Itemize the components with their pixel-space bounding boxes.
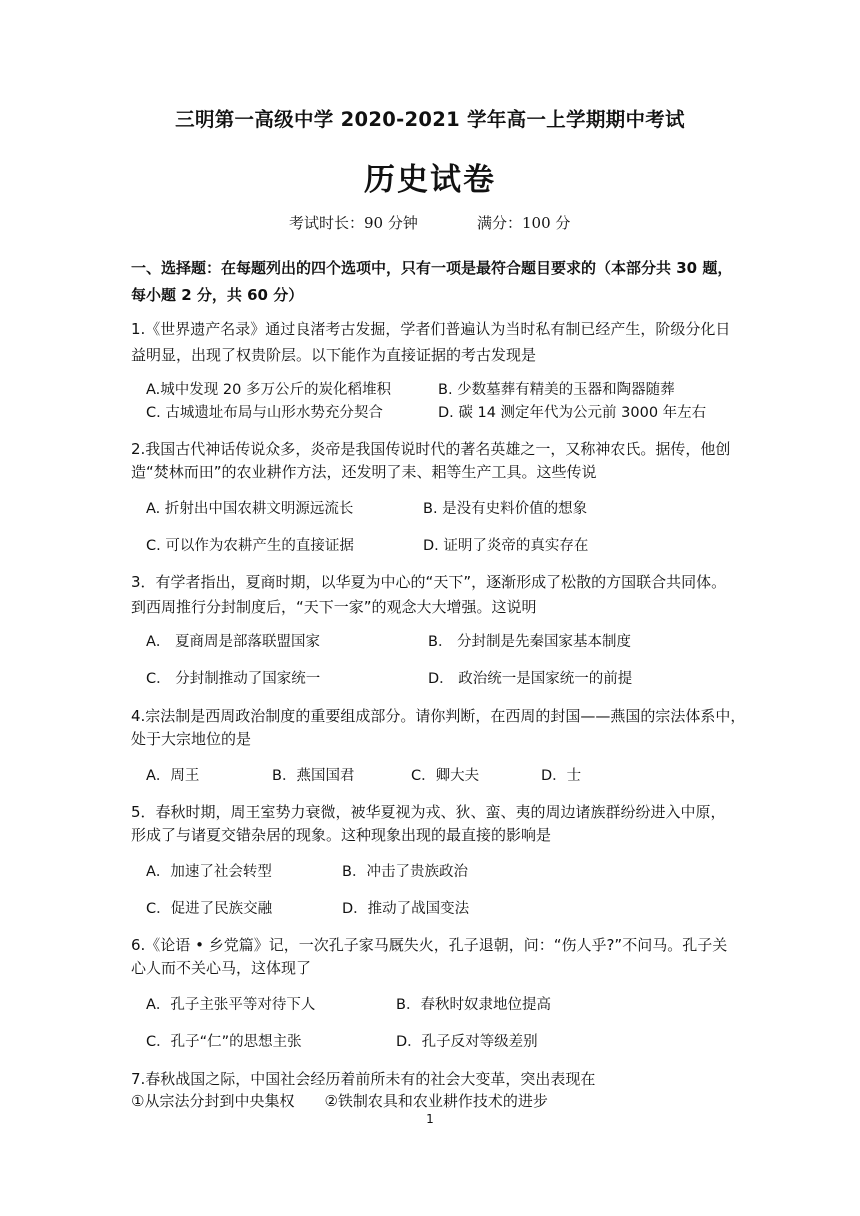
question-4-option-b: B．燕国国君: [272, 768, 355, 784]
question-5-option-a: A．加速了社会转型: [146, 864, 272, 880]
school-title: 三明第一高级中学 2020-2021 学年高一上学期期中考试: [175, 108, 685, 131]
question-6-option-a: A．孔子主张平等对待下人: [146, 997, 316, 1013]
exam-duration: 考试时长：90 分钟: [289, 214, 418, 232]
question-3-option-d: D． 政治统一是国家统一的前提: [428, 671, 633, 687]
question-1-option-c: C. 古城遗址布局与山形水势充分契合: [146, 405, 383, 421]
question-7-line-1: 7.春秋战国之际，中国社会经历着前所未有的社会大变革，突出表现在: [131, 1070, 596, 1088]
question-6-line-1: 6.《论语 • 乡党篇》记，一次孔子家马厩失火，孔子退朝，问：“伤人乎?”不问马。孔子关: [131, 936, 728, 954]
question-5-option-c: C．促进了民族交融: [146, 901, 273, 917]
page-number: 1: [426, 1112, 434, 1126]
question-2-line-1: 2.我国古代神话传说众多，炎帝是我国传说时代的著名英雄之一，又称神农氏。据传，他创: [131, 440, 731, 458]
question-4-option-a: A．周王: [146, 768, 200, 784]
question-1-line-1: 1.《世界遗产名录》通过良渚考古发掘，学者们普遍认为当时私有制已经产生，阶级分化日: [131, 320, 731, 338]
question-3-line-1: 3．有学者指出，夏商时期，以华夏为中心的“天下”，逐渐形成了松散的方国联合共同体。: [131, 573, 727, 591]
question-2-option-d: D. 证明了炎帝的真实存在: [423, 538, 589, 554]
question-6-option-d: D．孔子反对等级差别: [396, 1034, 538, 1050]
question-4-option-d: D．士: [541, 768, 582, 784]
question-3-option-a: A． 夏商周是部落联盟国家: [146, 634, 321, 650]
question-7-line-2: ①从宗法分封到中央集权 ②铁制农具和农业耕作技术的进步: [131, 1092, 548, 1110]
question-6-option-b: B．春秋时奴隶地位提高: [396, 997, 551, 1013]
question-5-line-2: 形成了与诸夏交错杂居的现象。这种现象出现的最直接的影响是: [131, 826, 552, 844]
question-5-line-1: 5．春秋时期，周王室势力衰微，被华夏视为戎、狄、蛮、夷的周边诸族群纷纷进入中原，: [131, 803, 726, 821]
question-6-option-c: C．孔子“仁”的思想主张: [146, 1034, 302, 1050]
question-1-option-b: B. 少数墓葬有精美的玉器和陶器随葬: [438, 382, 675, 398]
subject-title: 历史试卷: [364, 162, 496, 198]
full-score: 满分：100 分: [477, 214, 571, 232]
question-4-line-2: 处于大宗地位的是: [131, 730, 252, 748]
question-4-option-c: C．卿大夫: [411, 768, 480, 784]
question-6-line-2: 心人而不关心马，这体现了: [131, 959, 312, 977]
question-2-line-2: 造“焚林而田”的农业耕作方法，还发明了耒、耜等生产工具。这些传说: [131, 463, 597, 481]
section-heading-line1: 一、选择题：在每题列出的四个选项中，只有一项是最符合题目要求的（本部分共 30 题，: [131, 259, 733, 277]
question-3-option-c: C． 分封制推动了国家统一: [146, 671, 321, 687]
question-5-option-b: B．冲击了贵族政治: [342, 864, 468, 880]
question-2-option-a: A. 折射出中国农耕文明源远流长: [146, 501, 354, 517]
question-3-option-b: B． 分封制是先秦国家基本制度: [428, 634, 632, 650]
question-1-line-2: 益明显，出现了权贵阶层。以下能作为直接证据的考古发现是: [131, 346, 537, 364]
question-4-line-1: 4.宗法制是西周政治制度的重要组成部分。请你判断，在西周的封国——燕国的宗法体系中，: [131, 707, 746, 725]
question-1-option-a: A.城中发现 20 多万公斤的炭化稻堆积: [146, 382, 391, 398]
question-5-option-d: D．推动了战国变法: [342, 901, 470, 917]
question-2-option-b: B. 是没有史料价值的想象: [423, 501, 588, 517]
question-3-line-2: 到西周推行分封制度后，“天下一家”的观念大大增强。这说明: [131, 598, 537, 616]
question-2-option-c: C. 可以作为农耕产生的直接证据: [146, 538, 354, 554]
question-1-option-d: D. 碳 14 测定年代为公元前 3000 年左右: [438, 405, 707, 421]
section-heading-line2: 每小题 2 分，共 60 分）: [131, 286, 304, 304]
